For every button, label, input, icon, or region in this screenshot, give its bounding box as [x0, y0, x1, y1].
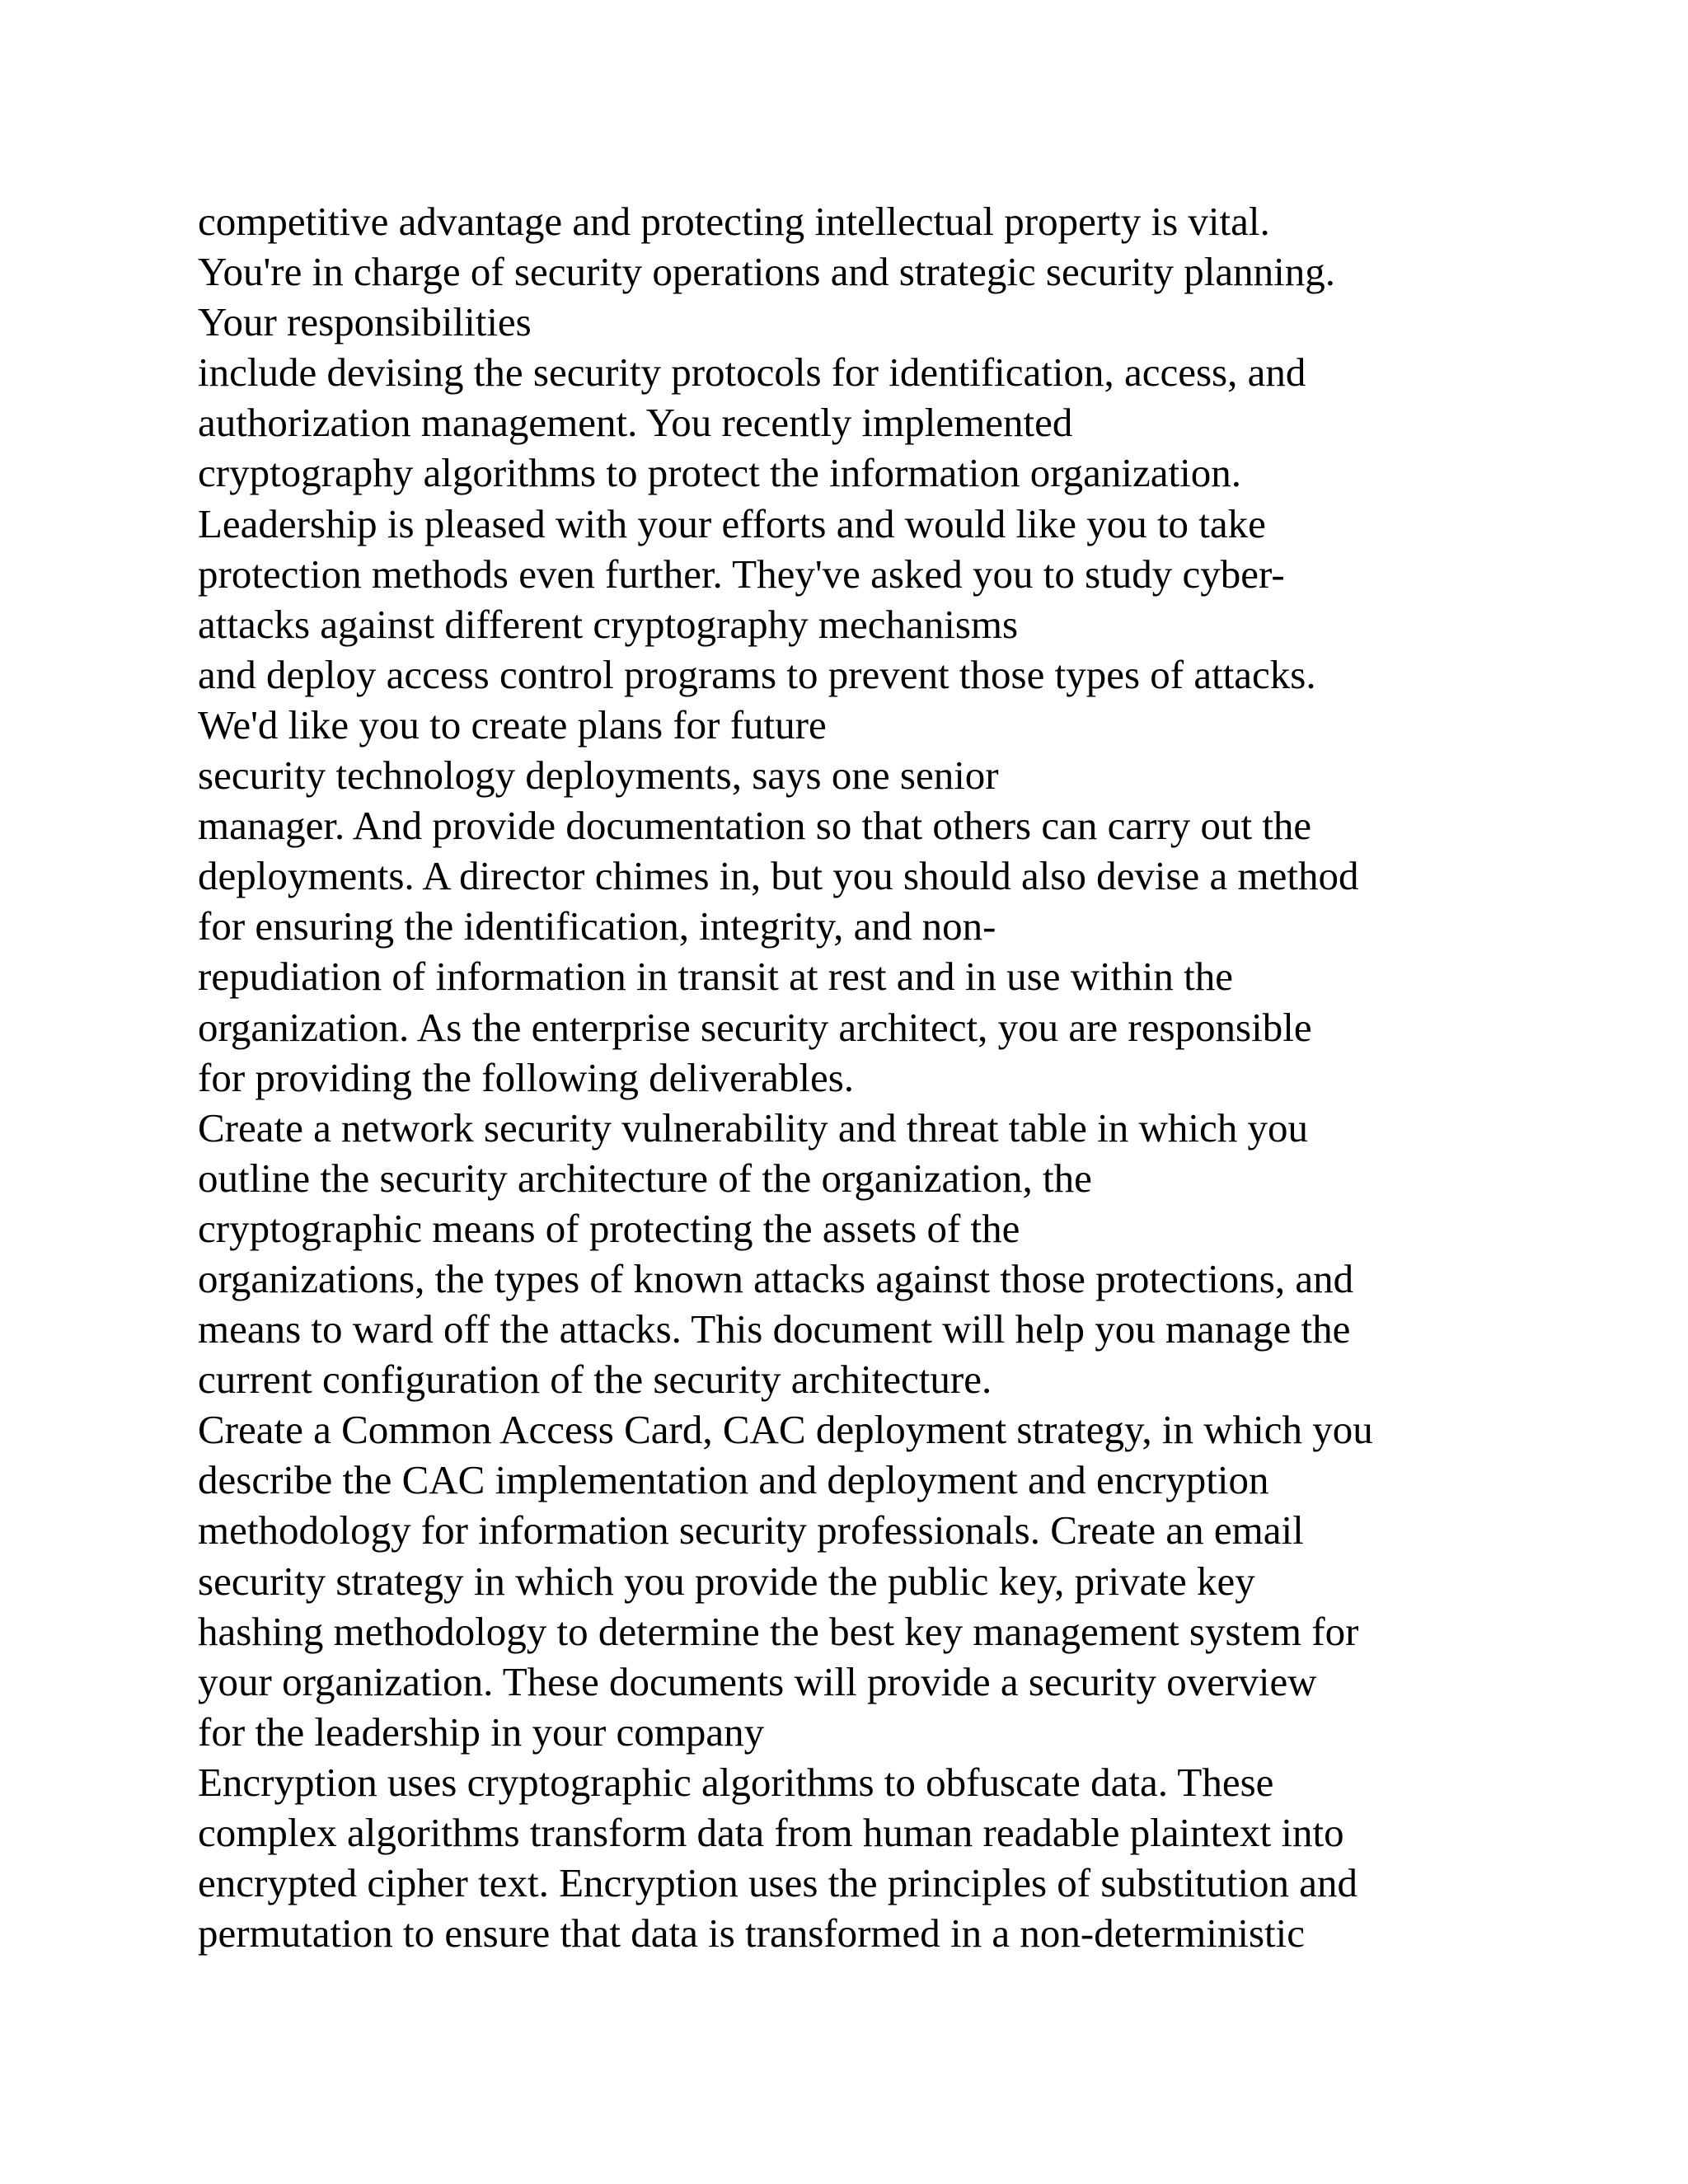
text-line: and deploy access control programs to prevent those types of attacks.: [198, 651, 1316, 697]
text-line: permutation to ensure that data is transformed in a non-deterministic: [198, 1910, 1306, 1957]
text-line: Your responsibilities: [198, 299, 532, 345]
text-line: cryptography algorithms to protect the information organization.: [198, 450, 1241, 496]
text-line: protection methods even further. They've asked you to study cyber-: [198, 551, 1285, 597]
text-line: encrypted cipher text. Encryption uses the principles of substitution and: [198, 1860, 1358, 1906]
text-line: security strategy in which you provide the public key, private key: [198, 1558, 1255, 1604]
document-body-text: [198, 196, 1550, 1958]
text-line: current configuration of the security architecture.: [198, 1357, 992, 1403]
text-line: for providing the following deliverables.: [198, 1054, 855, 1100]
text-line: manager. And provide documentation so that others can carry out the: [198, 803, 1312, 849]
text-line: for the leadership in your company: [198, 1708, 765, 1755]
text-line: You're in charge of security operations and strategic security planning.: [198, 249, 1336, 295]
text-line: Create a network security vulnerability and threat table in which you: [198, 1104, 1309, 1151]
text-line: outline the security architecture of the organization, the: [198, 1155, 1092, 1201]
text-line: competitive advantage and protecting intellectual property is vital.: [198, 199, 1270, 244]
text-line: complex algorithms transform data from human readable plaintext into: [198, 1810, 1344, 1855]
text-line: Create a Common Access Card, CAC deployment strategy, in which you: [198, 1407, 1373, 1453]
text-line: hashing methodology to determine the best key management system for: [198, 1608, 1359, 1654]
text-line: Leadership is pleased with your efforts and would like you to take: [198, 500, 1266, 546]
text-line: attacks against different cryptography mechanisms: [198, 601, 1019, 647]
text-line: cryptographic means of protecting the assets of the: [198, 1205, 1020, 1251]
text-line: Encryption uses cryptographic algorithms to obfuscate data. These: [198, 1759, 1274, 1805]
text-line: methodology for information security professionals. Create an email: [198, 1507, 1304, 1554]
text-line: your organization. These documents will provide a security overview: [198, 1658, 1317, 1704]
text-line: means to ward off the attacks. This document will help you manage the: [198, 1306, 1351, 1352]
text-line: organizations, the types of known attacks against those protections, and: [198, 1255, 1354, 1301]
text-line: security technology deployments, says one senior: [198, 752, 999, 799]
text-line: repudiation of information in transit at rest and in use within the: [198, 954, 1234, 1000]
text-line: describe the CAC implementation and deployment and encryption: [198, 1457, 1269, 1503]
text-line: authorization management. You recently implemented: [198, 400, 1073, 446]
text-line: We'd like you to create plans for future: [198, 701, 827, 748]
text-line: include devising the security protocols for identification, access, and: [198, 349, 1306, 396]
text-line: deployments. A director chimes in, but you should also devise a method: [198, 853, 1359, 899]
text-line: for ensuring the identification, integrity, and non-: [198, 903, 996, 949]
text-line: organization. As the enterprise security architect, you are responsible: [198, 1004, 1312, 1050]
